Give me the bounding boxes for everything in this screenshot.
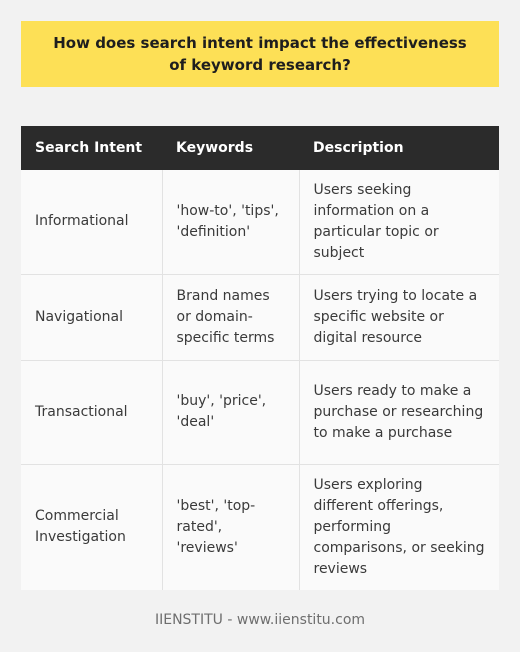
cell-description: Users ready to make a purchase or researching to make a purchase [299,360,499,464]
page-title: How does search intent impact the effectiveness of keyword research? [21,21,499,87]
cell-search-intent: Navigational [21,274,162,360]
column-header-keywords: Keywords [162,126,299,170]
cell-keywords: 'how-to', 'tips', 'definition' [162,170,299,274]
table-header-row [21,126,499,170]
cell-description: Users trying to locate a specific website or digital resource [299,274,499,360]
table-row [21,464,499,590]
footer-credit: IIENSTITU - www.iienstitu.com [154,612,366,628]
cell-search-intent: Commercial Investigation [21,464,162,590]
table-row [21,360,499,464]
cell-description: Users seeking information on a particular topic or subject [299,170,499,274]
cell-description: Users exploring different offerings, performing comparisons, or seeking reviews [313,476,485,577]
cell-keywords: Brand names or domain-specific terms [162,274,299,360]
table-row [21,170,499,274]
search-intent-table [21,126,499,590]
cell-search-intent: Informational [21,170,162,274]
cell-search-intent: Transactional [21,360,162,464]
cell-keywords: 'best', 'top-rated', 'reviews' [162,464,299,590]
table-row [21,274,499,360]
column-header-description: Description [299,126,499,170]
column-header-search-intent: Search Intent [21,126,162,170]
cell-keywords: 'buy', 'price', 'deal' [162,360,299,464]
